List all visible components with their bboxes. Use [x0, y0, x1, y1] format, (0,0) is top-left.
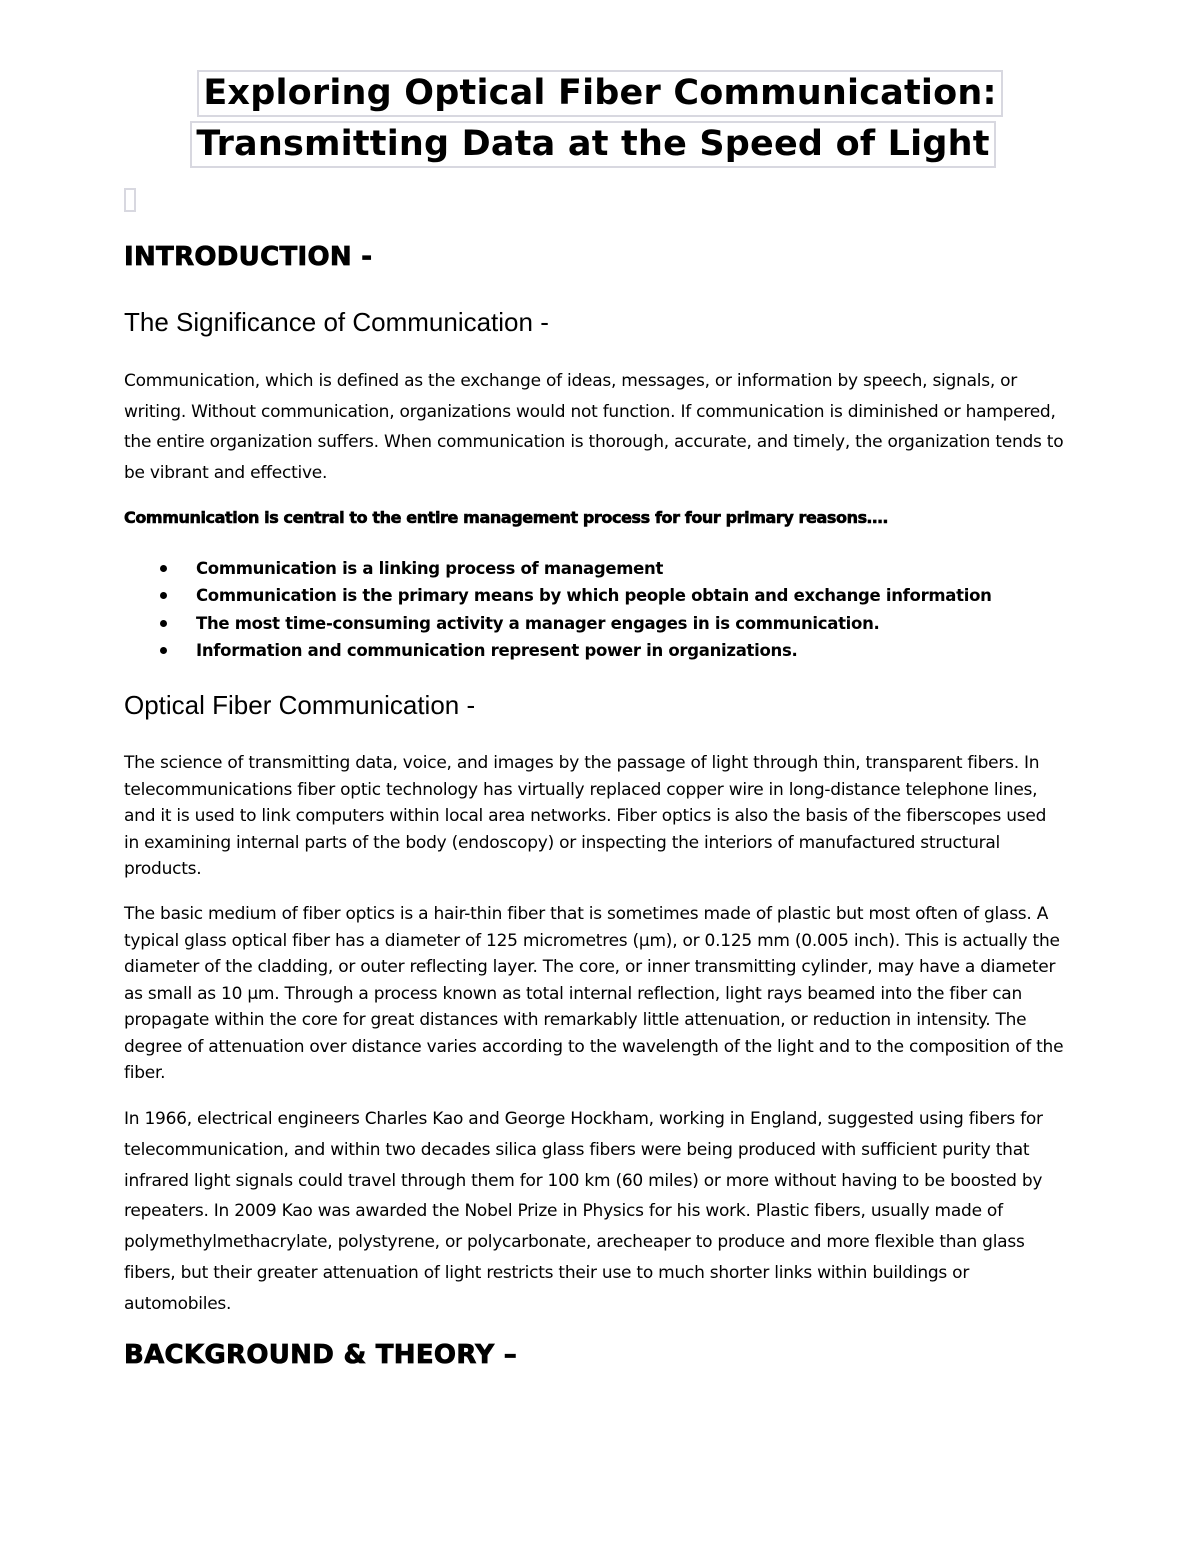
bullet-icon: [160, 647, 167, 654]
paragraph-optical-2: The basic medium of fiber optics is a hair-thin fiber that is sometimes made of plastic but most often of glass. A typical glass optical fiber has a diameter of 125 micrometres (μm), or 0.125 mm (0.005 inch). This is actually the diameter of the cladding, or outer reflecting layer. The core, or inner transmitting cylinder, may have a diameter as small as 10 μm. Through a process known as total internal reflection, light rays beamed into the fiber can propagate within the core for great distances with remarkably little attenuation, or reduction in intensity. The degree of attenuation over distance varies according to the wavelength of the light and to the composition of the fiber.: [124, 904, 1064, 1083]
paragraph-optical-3: In 1966, electrical engineers Charles Kao and George Hockham, working in England, suggested using fibers for telecommunication, and within two decades silica glass fibers were being produced with sufficient purity that infrared light signals could travel through them for 100 km (60 miles) or more without having to be boosted by repeaters. In 2009 Kao was awarded the Nobel Prize in Physics for his work. Plastic fibers, usually made of polymethylmethacrylate, polystyrene, or polycarbonate, arecheaper to produce and more flexible than glass fibers, but their greater attenuation of light restricts their use to much shorter links within buildings or automobiles.: [124, 1109, 1043, 1314]
list-item: [124, 610, 992, 637]
emphasis-line: Communication is central to the entire management process for four primary reasons….: [124, 508, 889, 527]
bullet-icon: [160, 565, 167, 572]
title-line-1: Exploring Optical Fiber Communication:: [197, 70, 1002, 117]
heading-introduction: INTRODUCTION -: [124, 242, 373, 272]
paragraph-optical-1: The science of transmitting data, voice, and images by the passage of light through thin, transparent fibers. In telecommunications fiber optic technology has virtually replaced copper wire in long-distance telephone lines, and it is used to link computers within local area networks. Fiber optics is also the basis of the fiberscopes used in examining internal parts of the body (endoscopy) or inspecting the interiors of manufactured structural products.: [124, 753, 1047, 879]
heading-optical-fiber: Optical Fiber Communication -: [124, 690, 476, 720]
paragraph-significance: Communication, which is defined as the exchange of ideas, messages, or information by speech, signals, or writing. Without communication, organizations would not function. If communication is diminished or hampered, the entire organization suffers. When communication is thorough, accurate, and timely, the organization tends to be vibrant and effective.: [124, 371, 1064, 483]
list-item: [124, 637, 992, 664]
heading-significance: The Significance of Communication -: [124, 307, 549, 337]
list-item-text: The most time-consuming activity a manager engages in is communication.: [196, 613, 880, 633]
title-line-2: Transmitting Data at the Speed of Light: [190, 121, 995, 168]
list-item: [124, 582, 992, 609]
list-item-text: Communication is a linking process of management: [196, 559, 664, 578]
heading-background: BACKGROUND & THEORY –: [124, 1340, 517, 1370]
document-title: [0, 70, 1200, 172]
bullet-icon: [160, 592, 167, 599]
list-item: [124, 555, 992, 582]
reasons-list: [124, 555, 992, 664]
image-placeholder-icon: [124, 188, 136, 212]
bullet-icon: [160, 620, 167, 627]
list-item-text: Information and communication represent power in organizations.: [196, 640, 798, 660]
list-item-text: Communication is the primary means by which people obtain and exchange information: [196, 586, 992, 606]
